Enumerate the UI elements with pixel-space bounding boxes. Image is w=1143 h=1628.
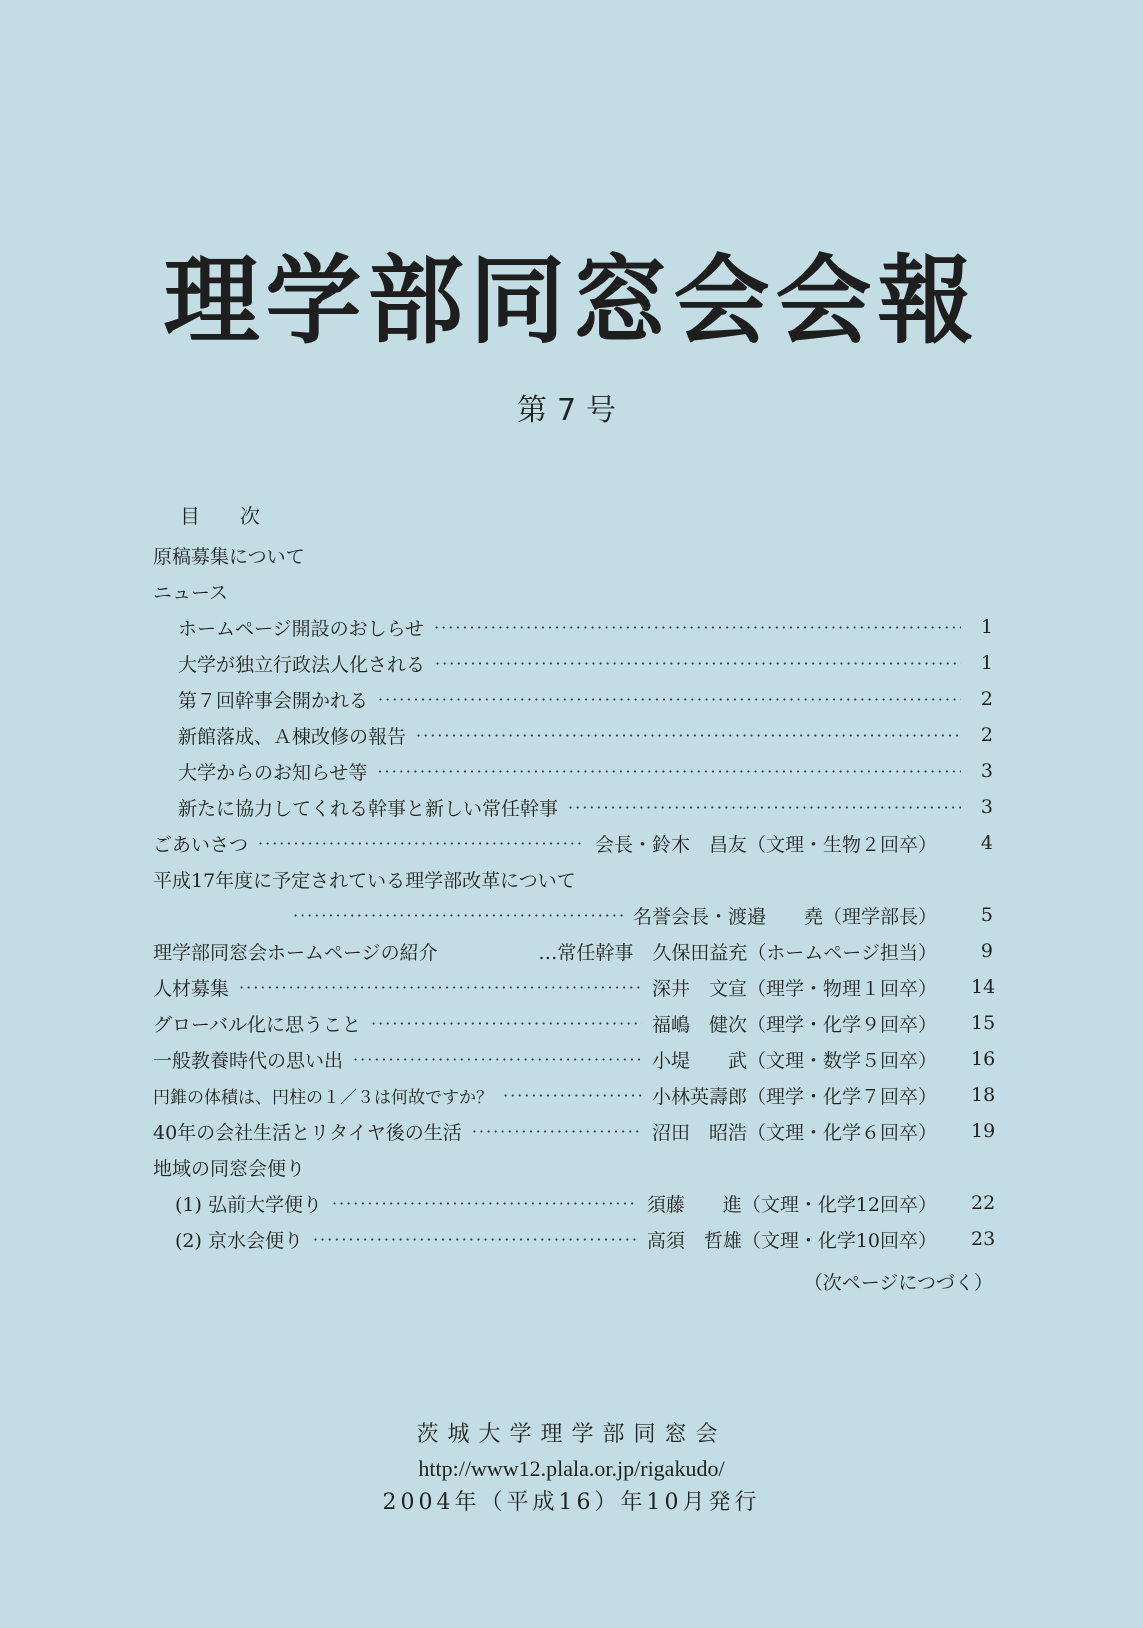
toc-item — [153, 717, 993, 753]
toc-item-label: 理学部同窓会ホームページの紹介 — [153, 941, 438, 964]
toc-author: 須藤 進（文理・化学12回卒） — [646, 1193, 937, 1216]
leader-dots — [313, 1230, 637, 1249]
toc-item — [153, 753, 993, 789]
toc-page-number: 5 — [980, 904, 993, 926]
toc-item — [153, 537, 993, 573]
toc-item — [153, 1113, 996, 1149]
toc-item-label: (2) 京水会便り — [175, 1229, 303, 1252]
toc-item-label: 40年の会社生活とリタイヤ後の生活 — [153, 1121, 462, 1144]
toc-page-number: 3 — [980, 796, 993, 818]
toc-page-number: 1 — [980, 616, 993, 638]
toc-author: 福嶋 健次（理学・化学９回卒） — [651, 1013, 937, 1036]
toc-item-label: 大学からのお知らせ等 — [178, 761, 368, 784]
leader-dots — [353, 1050, 642, 1069]
toc-page-number: 14 — [971, 976, 996, 998]
toc-item-label: グローバル化に思うこと — [153, 1013, 362, 1036]
toc-item — [153, 933, 993, 969]
issue-number: 第7号 — [516, 393, 627, 428]
toc-page-number: 4 — [980, 832, 993, 854]
toc-item-label: ホームページ開設のおしらせ — [178, 617, 425, 640]
toc-section-heading — [153, 573, 993, 609]
toc-section-label: 地域の同窓会便り — [153, 1157, 306, 1180]
toc-author: 高須 哲雄（文理・化学10回卒） — [646, 1229, 937, 1252]
toc-item — [153, 789, 993, 825]
leader-dots — [568, 798, 961, 817]
toc-section-label: ニュース — [153, 581, 229, 604]
toc-author: 小林英壽郎（理学・化学７回卒） — [651, 1085, 937, 1108]
toc-page-number: 23 — [971, 1228, 996, 1250]
toc-item-label: 大学が独立行政法人化される — [178, 653, 426, 676]
toc-item-label: 第７回幹事会開かれる — [178, 689, 369, 712]
toc-page-number: 9 — [980, 940, 993, 962]
leader-dots — [378, 690, 961, 709]
toc-heading: 目次 — [180, 504, 300, 528]
toc-section-heading — [153, 1149, 993, 1185]
organization-name: 茨城大学理学部同窓会 — [416, 1422, 727, 1447]
newsletter-title: 理学部同窓会会報 — [163, 244, 980, 357]
toc-item — [153, 1077, 996, 1113]
toc-page-number: 19 — [971, 1120, 996, 1142]
toc-item-continued — [153, 897, 993, 933]
toc-page-number: 18 — [971, 1084, 996, 1106]
leader-dots — [472, 1122, 642, 1141]
publication-date: 2004年（平成16）年10月発行 — [382, 1490, 761, 1515]
toc-author: 会長・鈴木 昌友（文理・生物２回卒） — [594, 833, 937, 856]
toc-author: 深井 文宣（理学・物理１回卒） — [651, 977, 937, 1000]
toc-item — [153, 969, 996, 1005]
toc-item — [153, 1041, 996, 1077]
toc-item-label: 円錐の体積は、円柱の１／３は何故ですか？ — [153, 1087, 493, 1108]
toc-page-number: 22 — [971, 1192, 996, 1214]
toc-item — [153, 825, 993, 861]
toc-author: 沼田 昭浩（文理・化学６回卒） — [651, 1121, 937, 1144]
leader-dots — [371, 1014, 642, 1033]
toc-item-label: 平成17年度に予定されている理学部改革について — [153, 869, 576, 892]
toc-item-label: 原稿募集について — [153, 545, 305, 568]
toc-item — [153, 645, 993, 681]
leader-dots — [434, 618, 961, 637]
leader-dots — [503, 1086, 642, 1105]
toc-item — [153, 861, 993, 897]
table-of-contents — [153, 537, 996, 1257]
continued-note: （次ページにつづく） — [803, 1272, 993, 1294]
toc-page-number: 2 — [980, 724, 993, 746]
toc-page-number: 15 — [971, 1012, 996, 1034]
toc-page-number: 2 — [980, 688, 993, 710]
toc-item — [153, 609, 993, 645]
toc-item — [153, 1185, 996, 1221]
toc-item — [153, 1005, 996, 1041]
toc-author: 小堤 武（文理・数学５回卒） — [651, 1049, 937, 1072]
toc-page-number: 1 — [980, 652, 993, 674]
toc-item-label: ごあいさつ — [153, 833, 249, 856]
toc-item-label: 新たに協力してくれる幹事と新しい常任幹事 — [178, 797, 559, 820]
leader-dots — [332, 1194, 637, 1213]
toc-item-label: (1) 弘前大学便り — [175, 1193, 322, 1216]
leader-dots — [239, 978, 642, 997]
leader-dots — [258, 834, 585, 853]
toc-item — [153, 681, 993, 717]
leader-dots — [416, 726, 961, 745]
website-url: http://www12.plala.or.jp/rigakudo/ — [418, 1456, 725, 1481]
leader-dots — [435, 654, 961, 673]
toc-author: 名誉会長・渡邉 堯（理学部長） — [632, 905, 937, 928]
footer — [0, 1418, 1143, 1520]
toc-item-label: 人材募集 — [153, 977, 230, 1000]
leader-dots — [377, 762, 961, 781]
toc-page-number: 3 — [980, 760, 993, 782]
toc-item — [153, 1221, 996, 1257]
toc-item-label: 一般教養時代の思い出 — [153, 1049, 344, 1072]
toc-item-label: 新館落成、Ａ棟改修の報告 — [178, 725, 407, 748]
toc-page-number: 16 — [971, 1048, 996, 1070]
leader-dots — [293, 906, 623, 925]
toc-author: …常任幹事 久保田益充（ホームページ担当） — [538, 941, 937, 964]
